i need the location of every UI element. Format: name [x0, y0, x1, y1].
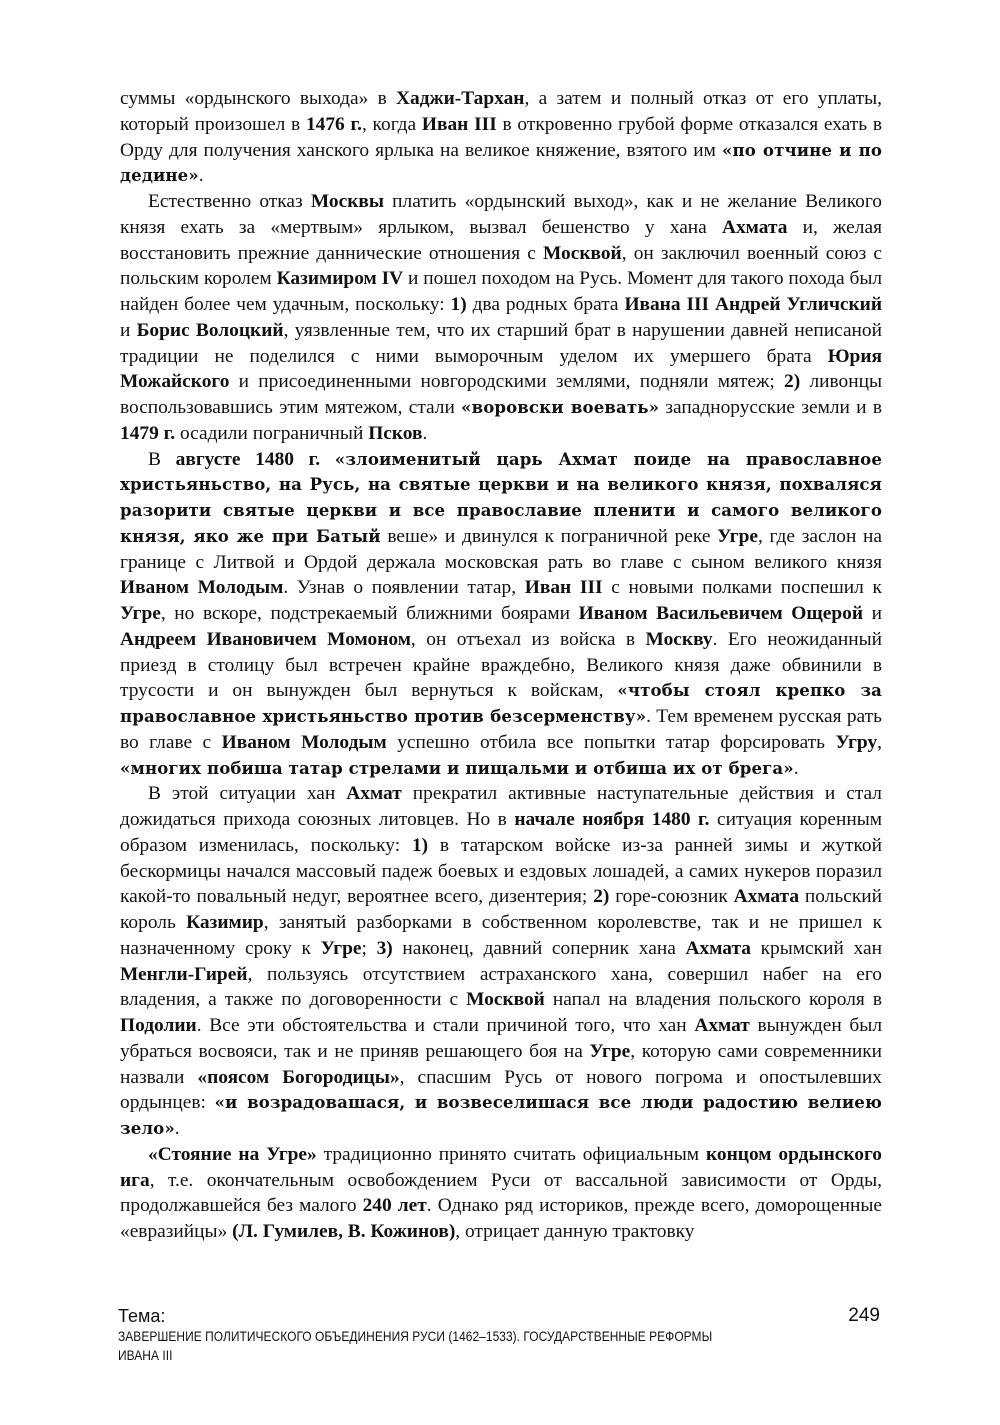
- bold-name: (Л. Гумилев, В. Кожинов): [232, 1221, 456, 1242]
- old-slavonic-quote: «и возрадовашася, и возвеселишася все люди радостию велиею зело»: [120, 1092, 882, 1138]
- bold-enum: 2): [784, 371, 801, 393]
- paragraph-3: [120, 447, 882, 782]
- text: , а затем и полный отказ от его уплаты, который произошел в: [120, 88, 882, 135]
- bold-name: Ахмата: [721, 216, 788, 238]
- text: .: [198, 165, 204, 187]
- text: , т.е. окончательным освобождением Руси от вассальной зависимости от Орды, продолжавшейся без малого: [120, 1169, 882, 1217]
- bold-name: Иван III: [524, 577, 603, 599]
- text: в откровенно грубой форме отказался ехать в Орду для получения ханского ярлыка на великое княжение, взятого им: [120, 113, 883, 161]
- text: и присоединенными новгородскими землями, подняли мятеж;: [229, 371, 785, 393]
- text: ситуация коренным образом изменилась, поскольку:: [120, 809, 882, 856]
- bold-date: августе 1480 г.: [175, 448, 321, 470]
- text: , когда: [361, 113, 422, 135]
- paragraph-5: [120, 1142, 882, 1245]
- text: . Тем временем русская рать во главе с: [120, 706, 882, 753]
- old-slavonic-quote: «воровски воевать»: [461, 397, 660, 417]
- text: Естественно отказ: [148, 191, 311, 212]
- bold-date: начале ноября 1480 г.: [514, 809, 710, 830]
- text: горе-союзник: [609, 886, 734, 908]
- bold-term: Москвы: [310, 191, 384, 212]
- text: , он отъехал из войска в: [410, 628, 646, 650]
- bold-term: концом ордынского ига: [120, 1143, 882, 1191]
- text: , спасшим Русь от нового погрома и опостылевших ордынцев:: [120, 1066, 882, 1114]
- bold-enum: 3): [376, 937, 393, 959]
- text: , занятый разборками в собственном королевстве, так и не пришел к назначенному сроку к: [120, 912, 882, 959]
- text: В этой ситуации хан: [148, 783, 347, 805]
- old-slavonic-quote: «по отчине и по дедине»: [120, 139, 882, 186]
- bold-name: Казимир: [186, 912, 264, 933]
- page-number: 249: [848, 1305, 880, 1326]
- text: , отрицает данную трактовку: [455, 1221, 695, 1242]
- text: осадили пограничный: [175, 422, 369, 444]
- bold-term: Псков: [368, 422, 423, 444]
- bold-term: Хаджи-Тархан: [396, 88, 525, 109]
- bold-enum: 1): [411, 834, 429, 856]
- bold-term: Москву: [645, 628, 713, 650]
- text: ;: [361, 937, 377, 959]
- text: , но вскоре, подстрекаемый ближними боярами: [160, 603, 579, 624]
- bold-name: Иваном Васильевичем Ощерой: [578, 603, 864, 624]
- text: суммы «ордынского выхода» в: [120, 88, 397, 109]
- bold-enum: 2): [593, 886, 610, 908]
- bold-name: Менгли-Гирей: [120, 963, 248, 985]
- bold-name: Иван III: [421, 113, 497, 135]
- text: и, желая восстановить прежние даннические отношения с: [120, 216, 882, 264]
- paragraph-1: [120, 86, 882, 189]
- old-slavonic-quote: «многих побиша татар стрелами и пищальми и отбиша их от брега»: [120, 757, 794, 778]
- bold-term: Угре: [717, 525, 758, 547]
- text: ливонцы воспользовавшись этим мятежом, стали: [120, 371, 882, 418]
- bold-term: Москвой: [466, 989, 545, 1011]
- bold-name: Борис Волоцкий: [136, 319, 284, 341]
- text: веше» и двинулся к пограничной реке: [380, 525, 718, 547]
- text: [320, 449, 335, 470]
- bold-term: Угру: [835, 731, 878, 753]
- topic-title-line-2: ИВАНА III: [118, 1348, 173, 1363]
- bold-enum: 1): [450, 294, 467, 315]
- text: в татарском войске из-за ранней зимы и жуткой бескормицы начался массовый падеж боевых и ездовых лошадей, а самих нукеров поразил какой-то повальный недуг, вероятнее всего, дизентерия;: [120, 834, 882, 908]
- bold-term: Угре: [120, 603, 161, 624]
- text: . Узнав о появлении татар,: [283, 577, 525, 599]
- bold-term: 240 лет: [362, 1195, 427, 1217]
- text: , пользуясь отсутствием астраханского хана, совершил набег на его владения, а также по договоренности с: [120, 963, 882, 1011]
- bold-date: 1476 г.: [305, 113, 362, 135]
- old-slavonic-quote: «злоименитый царь Ахмат поиде на православное христьяньство, на Русь, на святые церкви и на великого князя, похваляся разорити святые церкви и все православие пленити и самого великого князя, яко же при Батый: [120, 448, 882, 546]
- text: наконец, давний соперник хана: [392, 937, 686, 959]
- text: ,: [877, 731, 882, 753]
- text: вынужден был убраться восвояси, так и не приняв решающего боя на: [120, 1015, 882, 1062]
- bold-name: Ахмата: [733, 886, 800, 908]
- text: два родных брата: [466, 294, 625, 315]
- text: традиционно принято считать официальным: [316, 1143, 706, 1165]
- bold-term: Москвой: [543, 242, 622, 264]
- bold-name: Иваном Молодым: [120, 577, 284, 599]
- bold-name: Иваном Молодым: [221, 731, 387, 753]
- text: В: [148, 448, 176, 470]
- topic-label: Тема:: [118, 1306, 166, 1326]
- text: и: [863, 603, 883, 624]
- text: , он заключил военный союз с польским королем: [120, 242, 882, 290]
- text: с новыми полками поспешил к: [602, 577, 882, 599]
- bold-term: Угре: [320, 937, 362, 959]
- bold-name: Ахмата: [685, 937, 751, 959]
- bold-term: Подолии: [120, 1015, 197, 1036]
- bold-term: «Стояние на Угре»: [148, 1143, 317, 1165]
- bold-name: Юрия Можайского: [120, 345, 882, 393]
- bold-name: Ивана III Андрей Угличский: [624, 294, 883, 315]
- text: крымский хан: [750, 937, 882, 959]
- page-body: [120, 86, 882, 1245]
- text: успешно отбила все попытки татар форсировать: [386, 731, 836, 753]
- bold-name: Казимиром IV: [276, 268, 404, 290]
- topic-title-line-1: ЗАВЕРШЕНИЕ ПОЛИТИЧЕСКОГО ОБЪЕДИНЕНИЯ РУСИ (1462–1533). ГОСУДАРСТВЕННЫЕ РЕФОРМЫ: [118, 1329, 713, 1344]
- text: . Однако ряд историков, прежде всего, доморощенные «евразийцы»: [120, 1195, 882, 1242]
- bold-name: Ахмат: [346, 783, 402, 805]
- paragraph-4: [120, 781, 882, 1142]
- text: . Его неожиданный приезд в столицу был встречен крайне враждебно, Великого князя даже обвинили в трусости и он вынужден был вернуться к войскам,: [120, 628, 883, 702]
- bold-term: Угре: [589, 1040, 631, 1062]
- text: платить «ордынский выход», как и не желание Великого князя ехать за «мертвым» ярлыком, вызвал бешенство у хана: [120, 191, 882, 238]
- text: .: [793, 757, 799, 779]
- text: и: [120, 319, 137, 341]
- bold-term: «поясом Богородицы»: [197, 1066, 400, 1088]
- text: . Все эти обстоятельства и стали причиной того, что хан: [196, 1015, 695, 1036]
- text: западнорусские земли и в: [659, 397, 882, 418]
- text: , уязвленные тем, что их старший брат в нарушении давней неписаной традиции не поделился с ними выморочным уделом их умершего брата: [120, 319, 882, 367]
- text: польский король: [120, 886, 882, 933]
- page-footer: [118, 1305, 880, 1365]
- text: , которую сами современники назвали: [120, 1040, 882, 1088]
- text: и пошел походом на Русь. Момент для такого похода был найден более чем удачным, поскольку:: [120, 268, 883, 315]
- text: , где заслон на границе с Литвой и Ордой держала московская рать во главе с сыном великого князя: [120, 525, 882, 573]
- text: прекратил активные наступательные действия и стал дожидаться прихода союзных литовцев. Но в: [120, 783, 882, 830]
- text: .: [174, 1118, 180, 1139]
- bold-date: 1479 г.: [120, 422, 176, 444]
- text: .: [422, 422, 428, 444]
- bold-name: Андреем Ивановичем Момоном: [120, 628, 411, 650]
- old-slavonic-quote: «чтобы стоял крепко за православное христьяньство против безсерменству»: [120, 680, 882, 726]
- bold-name: Ахмат: [694, 1015, 750, 1036]
- paragraph-2: [120, 189, 882, 447]
- text: напал на владения польского короля в: [544, 989, 882, 1011]
